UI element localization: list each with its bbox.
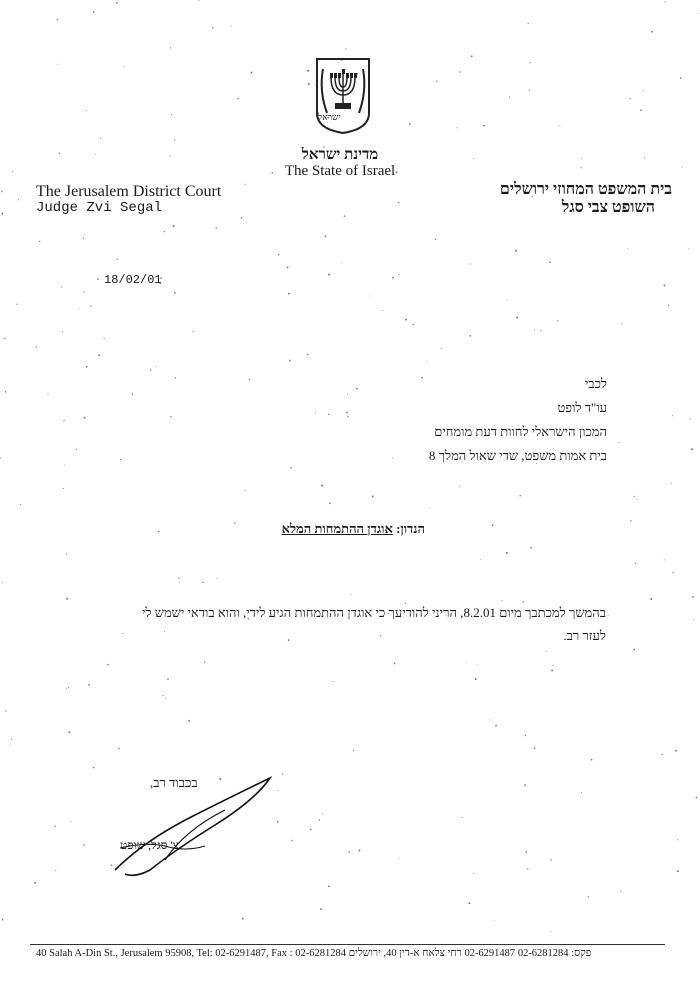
emblem-label: ישראל [318,112,341,122]
judge-name-hebrew: השופט צבי סגל [561,199,655,216]
state-name-english: The State of Israel [284,163,396,179]
footer-divider [30,944,665,945]
footer-english: 40 Salah A-Din St., Jerusalem 95908, Tel: 02-6291487, Fax : 02-6281284 [36,948,346,959]
court-name-hebrew: בית המשפט המחוזי ירושלים [499,181,672,198]
emblem-icon [311,55,375,135]
recipient-salutation: לכבי [584,376,607,391]
letter-date: 18/02/01 [104,273,162,287]
signer-name: צ' סגל, שופט [120,838,179,852]
handwritten-signature [105,770,285,880]
subject-line [282,521,425,537]
subject-text: אוגדן ההתמחות המלא [281,521,393,536]
footer-address [36,948,666,959]
state-name-hebrew: מדינת ישראל [301,147,379,163]
recipient-address: בית אמות משפט, שדי שאול המלך 8 [428,448,607,463]
recipient-organization: המכון הישראלי לחוות דעת מומחים [434,424,607,439]
judge-name-english: Judge Zvi Segal [36,200,163,216]
subject-label: הנדון: [396,521,425,536]
body-line-1: בהמשך למכתבך מיום 8.2.01, הריני להודיעך כי אוגדן ההתמחות הגיע לידי, והוא בודאי ישמש לי [142,605,606,620]
court-name-english: The Jerusalem District Court [36,183,222,200]
footer-hebrew: פקס: 02-6281284 02-6291487 רחי צלאח א-דין 40, ירושלים [348,948,592,959]
body-line-2: לעזר רב. [563,628,606,643]
recipient-name: עו"ד לופט [557,400,607,415]
closing-regards: בכבוד רב, [150,775,198,790]
